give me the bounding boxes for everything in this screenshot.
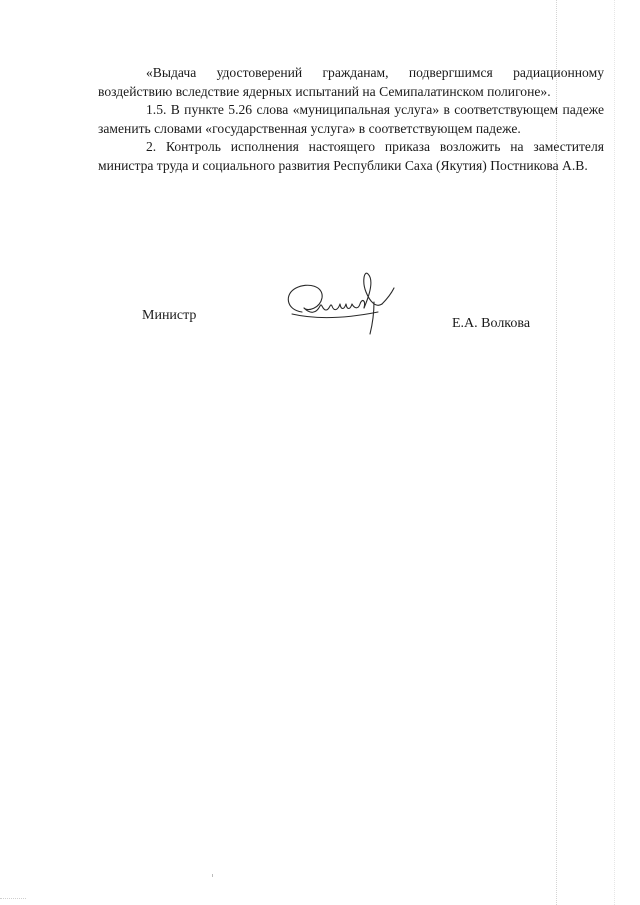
scan-artifact-dots [0, 898, 26, 899]
scan-artifact-line-faint [614, 0, 615, 905]
paragraph-item-1-5: 1.5. В пункте 5.26 слова «муниципальная услуга» в соответствующем падеже заменить словами «государственная услуга» в соответствующем падеже. [98, 102, 604, 136]
signatory-title: Министр [142, 308, 197, 323]
handwritten-signature-icon [278, 268, 406, 340]
signatory-name: Е.А. Волкова [452, 316, 531, 331]
paragraph-service-title: «Выдача удостоверений гражданам, подвергшимся радиационному воздействию вследствие ядерных испытаний на Семипалатинском полигоне». [98, 65, 604, 99]
scan-speck [212, 874, 213, 877]
document-body [98, 64, 604, 176]
paragraph-item-2: 2. Контроль исполнения настоящего приказа возложить на заместителя министра труда и социального развития Республики Саха (Якутия) Постникова А.В. [98, 139, 604, 173]
